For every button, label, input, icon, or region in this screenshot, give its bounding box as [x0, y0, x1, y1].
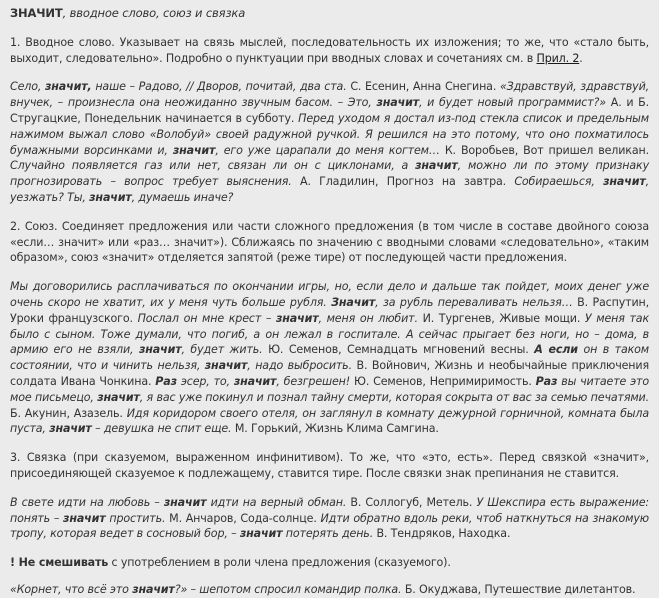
keyword: Раз — [155, 374, 177, 388]
sense-1-end: . — [579, 51, 583, 65]
sense-1-definition — [10, 35, 649, 67]
keyword: значит — [415, 159, 458, 173]
example-text: , за рубль переваливать нельзя… — [375, 295, 573, 309]
source-citation: В. Тендряков, Находка. — [373, 527, 511, 541]
example-text: вы читаете это мое письмецо, — [10, 374, 649, 404]
example-text: Случайно появляется газ или нет, связан ли он с циклонами, а — [10, 159, 416, 173]
sense-1-examples — [10, 79, 649, 205]
part-of-speech: , вводное слово, союз и связка — [62, 6, 246, 20]
example-text: , и будет новый программист?» — [419, 96, 606, 110]
keyword: значит — [132, 582, 175, 596]
source-citation: Ю. Семенов, Семнадцать мгновений весны. — [262, 343, 535, 357]
keyword: значит — [233, 374, 277, 388]
sense-2-definition: 2. Союз. Соединяет предложения или части сложного предложения (в том числе в составе двойного союза «если… значит» или «раз… значит»). Сближаясь по значению с вводными словами «следовательно», «таким образом», союз «значит» отделяется запятой (реже тире) от последующей части предложения. — [10, 219, 649, 265]
keyword: значит — [172, 143, 216, 157]
example-text: В свете идти на любовь – — [10, 495, 164, 509]
example-text: У Шекспира есть выражение: понять – — [10, 495, 649, 525]
keyword: значит — [163, 495, 207, 509]
keyword: Раз — [535, 374, 558, 388]
example-text: Село, — [10, 80, 45, 94]
keyword: значит — [89, 190, 132, 204]
predicate-example — [10, 582, 649, 598]
warning-label: ! Не смешивать — [10, 556, 109, 570]
sense-3-definition: 3. Связка (при сказуемом, выраженном инфинитивом). То же, что «это, есть». Перед связкой «значит», присоединяющей сказуемое к подлежащему, ставится тире. После связки знак препинания не ставится. — [10, 451, 649, 480]
keyword: значит — [239, 527, 283, 541]
source-citation: А. Гладилин, Прогноз на завтра. — [291, 175, 515, 189]
sense-3-examples — [10, 495, 649, 542]
example-text: , будет жить. — [181, 343, 263, 357]
example-text: «Корнет, что всё это — [10, 582, 133, 596]
source-citation: С. Есенин, Анна Снегина. — [346, 80, 500, 94]
entry-heading — [10, 6, 649, 22]
source-citation: А. и Б. Стругацкие, Понедельник начинается в субботу. — [10, 96, 650, 125]
source-citation: Ю. Семенов, Непримиримость. — [350, 374, 536, 388]
example-text: идти на верный обман. — [206, 495, 347, 509]
example-text: эсер, то, — [176, 374, 234, 388]
example-text: – девушка не спит еще. — [91, 422, 232, 436]
example-text: потерять день. — [282, 527, 374, 541]
usage-warning — [10, 555, 649, 571]
example-text: , я вас уже покинул и познал тайну смерти, которая сокрыта от вас за семью печатями. — [139, 390, 649, 404]
headword: ЗНАЧИТ — [10, 6, 63, 20]
example-text: Идя коридором своего отеля, он заглянул в комнату дежурной горничной, комната была пуста, — [10, 406, 649, 436]
example-text: , безгрешен! — [276, 374, 351, 388]
example-text: , меня он любит. — [318, 311, 418, 325]
example-text: наше – Радово, // Дворов, почитай, два ста. — [91, 80, 347, 94]
keyword: значит — [49, 422, 92, 436]
source-citation: В. Распутин, Уроки французского. — [10, 295, 649, 325]
example-text: Собираешься, — [514, 175, 604, 189]
keyword: значит — [204, 359, 248, 373]
example-text: , уезжать? Ты, — [10, 175, 649, 204]
keyword: А если — [534, 343, 578, 357]
example-text: Мы договорились расплачиваться по окончании игры, но, если дело и дальше так пойдет, моих денег уже очень скоро не хватит, их у меня чуть больше рубля. — [10, 280, 649, 309]
source-citation: Б. Акунин, Азазель. — [10, 406, 127, 420]
example-text: «Здравствуй, здравствуй, внучек, – произнесла она неожиданно звучным басом. – Это, — [10, 80, 650, 110]
keyword: значит — [138, 343, 182, 357]
source-citation: М. Анчаров, Сода-солнце. — [165, 511, 321, 525]
example-text: , думаешь иначе? — [131, 190, 234, 204]
source-citation: К. Воробьев, Вот пришел великан. — [439, 143, 649, 157]
source-citation: М. Горький, Жизнь Клима Самгина. — [231, 422, 439, 436]
keyword: значит — [63, 511, 106, 525]
example-text: , надо выбросить. — [247, 359, 352, 373]
sense-2-examples — [10, 279, 649, 437]
keyword: значит — [603, 175, 646, 189]
example-text: он в таком состоянии, что и чинить нельзя, — [10, 343, 650, 373]
source-citation: В. Войнович, Жизнь и необычайные приключения солдата Ивана Чонкина. — [10, 359, 649, 388]
example-text: ?» – шепотом спросил командир полка. — [174, 582, 402, 596]
example-text: Перед уходом я достал из-под стекла список и предельным нажимом выжал слово «Волобуй» своей радужной ручкой. Я решился на это потому, что оно похматилось бумажными ворсинками и, — [10, 111, 649, 157]
source-citation: Б. Окуджава, Путешествие дилетантов. — [401, 582, 636, 596]
keyword: значит — [376, 96, 419, 110]
source-citation: В. Соллогуб, Метель. — [346, 495, 477, 509]
keyword: значит — [97, 390, 140, 404]
example-text: У меня так было с сыном. Тоже думали, что погиб, а он лежал в госпитале. А сейчас прыгает без ноги, но – дома, в армию его не взяли, — [10, 311, 649, 357]
sense-1-text: 1. Вводное слово. Указывает на связь мыслей, последовательность их изложения; то же, что «стало быть, выходит, следовательно». Подробно о пунктуации при вводных словах и сочетаниях см. в — [10, 35, 649, 65]
keyword: значит, — [44, 80, 92, 94]
example-text: простить. — [105, 511, 166, 525]
appendix-link[interactable]: Прил. 2 — [536, 51, 580, 65]
source-citation: И. Тургенев, Живые мощи. — [417, 311, 585, 325]
example-text: , его уже царапали до меня когтем… — [215, 143, 440, 157]
keyword: Значит — [331, 295, 376, 309]
example-text: , можно ли по этому признаку прогнозировать – вопрос требует выяснения. — [10, 159, 650, 189]
keyword: значит — [275, 311, 319, 325]
warning-text: с употреблением в роли члена предложения (сказуемого). — [108, 556, 451, 570]
example-text: Послал он мне крест – — [137, 311, 276, 325]
example-text: Идти обратно вдоль реки, чтоб наткнуться на знакомую тропу, которая ведет в сосновый бор, – — [10, 511, 649, 541]
